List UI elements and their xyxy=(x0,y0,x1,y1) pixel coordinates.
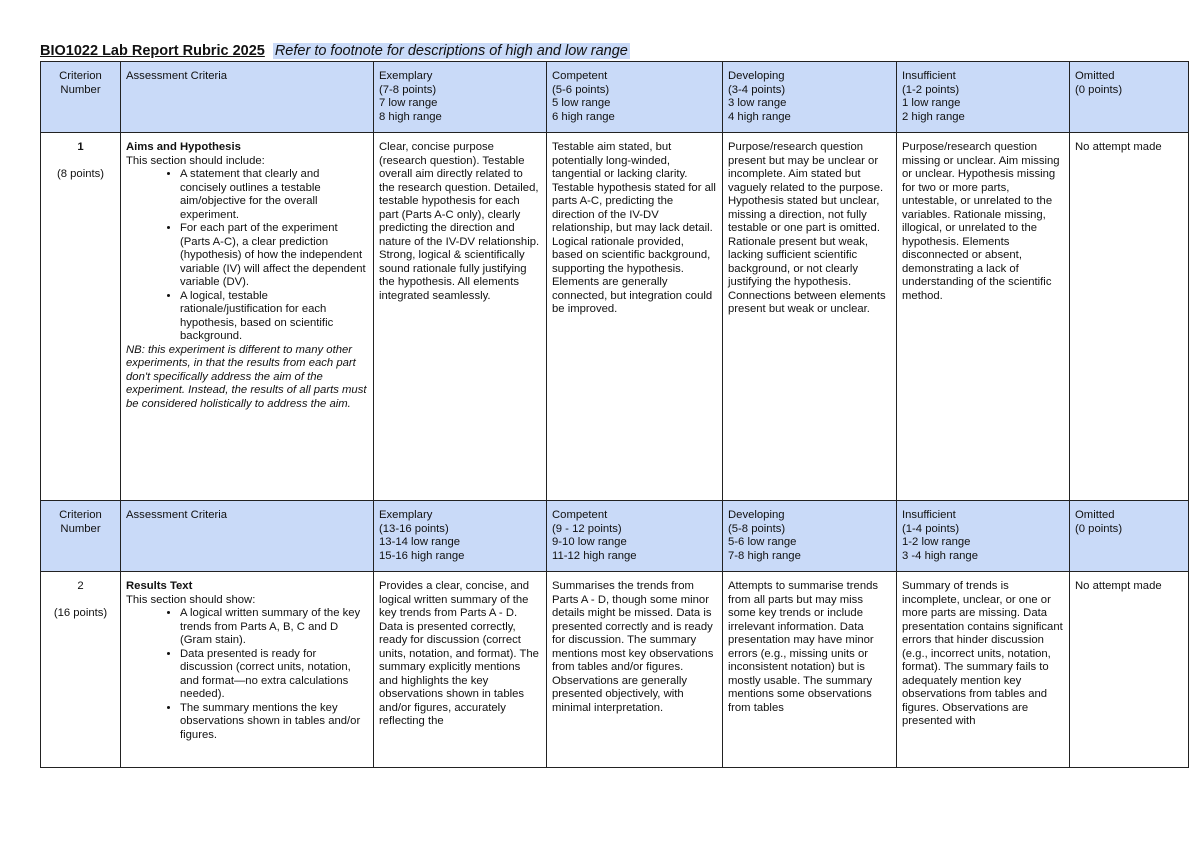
list-item: • For each part of the experiment (Parts A-C), a clear prediction (hypothesis) of how the independent variable (IV) will affect the dependent variable (DV). xyxy=(180,222,368,290)
header-exemplary: Exemplary (13-16 points) 13-14 low range 15-16 high range xyxy=(374,501,547,572)
criterion-heading: Aims and Hypothesis xyxy=(126,141,241,153)
criterion-points: (16 points) xyxy=(53,606,108,619)
developing-descriptor: Attempts to summarise trends from all parts but may miss some key trends or include irrelevant information. Data presentation may have minor errors (e.g., missing units or inconsistent notation) but is mostly usable. The summary mentions some observations from tables xyxy=(723,572,897,768)
header-developing: Developing (5-8 points) 5-6 low range 7-8 high range xyxy=(723,501,897,572)
assessment-criteria-cell xyxy=(121,133,374,501)
header-row-1 xyxy=(41,62,1189,133)
header-insufficient: Insufficient (1-4 points) 1-2 low range 3 -4 high range xyxy=(897,501,1070,572)
header-competent: Competent (5-6 points) 5 low range 6 high range xyxy=(547,62,723,133)
list-item: • A statement that clearly and concisely outlines a testable aim/objective for the overall experiment. xyxy=(180,168,368,222)
criterion-bullet-list xyxy=(126,607,368,742)
header-competent: Competent (9 - 12 points) 9-10 low range 11-12 high range xyxy=(547,501,723,572)
criterion-intro: This section should include: xyxy=(126,154,265,167)
insufficient-descriptor: Purpose/research question missing or unclear. Aim missing or unclear. Hypothesis missing for two or more parts, untestable, or unrelated to the variables. Rationale missing, illogical, or unrelated to the hypothesis. Elements disconnected or absent, demonstrating a lack of understanding of the scientific method. xyxy=(897,133,1070,501)
exemplary-descriptor: Clear, concise purpose (research question). Testable overall aim directly related to the research question. Detailed, testable hypothesis for each part (Parts A-C only), clearly predicting the direction and nature of the IV-DV relationship. Strong, logical & scientifically sound rationale fully justifying the hypothesis. All elements integrated seamlessly. xyxy=(374,133,547,501)
exemplary-descriptor: Provides a clear, concise, and logical written summary of the key trends from Parts A - D. Data is presented correctly, ready for discussion (correct units, notation, and format). The summary explicitly mentions and highlights the key observations shown in tables and/or figures, accurately reflecting the xyxy=(374,572,547,768)
header-criterion-number: Criterion Number xyxy=(41,501,121,572)
list-item: • Data presented is ready for discussion (correct units, notation, and format—no extra calculations needed). xyxy=(180,648,368,702)
header-omitted: Omitted (0 points) xyxy=(1070,501,1189,572)
list-item: • The summary mentions the key observations shown in tables and/or figures. xyxy=(180,702,368,743)
header-criterion-number: Criterion Number xyxy=(41,62,121,133)
criterion-points: (8 points) xyxy=(56,167,105,180)
assessment-criteria-cell xyxy=(121,572,374,768)
criterion-number: 1 xyxy=(77,141,84,153)
developing-descriptor: Purpose/research question present but may be unclear or incomplete. Aim stated but vaguely related to the purpose. Hypothesis stated but unclear, missing a direction, not fully testable or one part is omitted. Rationale present but weak, lacking sufficient scientific background, or not clearly justifying the hypothesis. Connections between elements present but weak or unclear. xyxy=(723,133,897,501)
omitted-descriptor: No attempt made xyxy=(1070,572,1189,768)
criterion-bullet-list xyxy=(126,168,368,344)
criterion-number-cell xyxy=(41,133,121,501)
header-omitted: Omitted (0 points) xyxy=(1070,62,1189,133)
list-item: • A logical written summary of the key trends from Parts A, B, C and D (Gram stain). xyxy=(180,607,368,648)
document-title-row xyxy=(40,41,630,61)
header-assessment-criteria: Assessment Criteria xyxy=(121,501,374,572)
header-assessment-criteria: Assessment Criteria xyxy=(121,62,374,133)
rubric-table xyxy=(40,61,1189,768)
criterion-intro: This section should show: xyxy=(126,593,256,606)
omitted-descriptor: No attempt made xyxy=(1070,133,1189,501)
header-insufficient: Insufficient (1-2 points) 1 low range 2 high range xyxy=(897,62,1070,133)
list-item: • A logical, testable rationale/justification for each hypothesis, based on scientific background. xyxy=(180,290,368,344)
document-title: BIO1022 Lab Report Rubric 2025 xyxy=(40,43,265,59)
criterion-row-2 xyxy=(41,572,1189,768)
criterion-note: NB: this experiment is different to many other experiments, in that the results from each part don't specifically address the aim of the experiment. Instead, the results of all parts must be considered holistically to address the aim. xyxy=(126,343,367,410)
criterion-heading: Results Text xyxy=(126,580,193,592)
competent-descriptor: Summarises the trends from Parts A - D, though some minor details might be missed. Data is presented correctly and is ready for discussion. The summary mentions most key observations from tables and/or figures. Observations are generally presented objectively, with minimal interpretation. xyxy=(547,572,723,768)
criterion-number-cell xyxy=(41,572,121,768)
header-exemplary: Exemplary (7-8 points) 7 low range 8 high range xyxy=(374,62,547,133)
document-subtitle: Refer to footnote for descriptions of high and low range xyxy=(274,43,628,59)
competent-descriptor: Testable aim stated, but potentially long-winded, tangential or lacking clarity. Testable hypothesis stated for all parts A-C, predicting the direction of the IV-DV relationship, but may lack detail. Logical rationale provided, based on scientific background, supporting the hypothesis. Elements are generally connected, but integration could be improved. xyxy=(547,133,723,501)
header-developing: Developing (3-4 points) 3 low range 4 high range xyxy=(723,62,897,133)
criterion-row-1 xyxy=(41,133,1189,501)
criterion-number: 2 xyxy=(77,580,84,592)
insufficient-descriptor: Summary of trends is incomplete, unclear, or one or more parts are missing. Data presentation contains significant errors that hinder discussion (e.g., incorrect units, notation, format). The summary fails to adequately mention key observations from tables and figures. Observations are presented with xyxy=(897,572,1070,768)
header-row-2 xyxy=(41,501,1189,572)
